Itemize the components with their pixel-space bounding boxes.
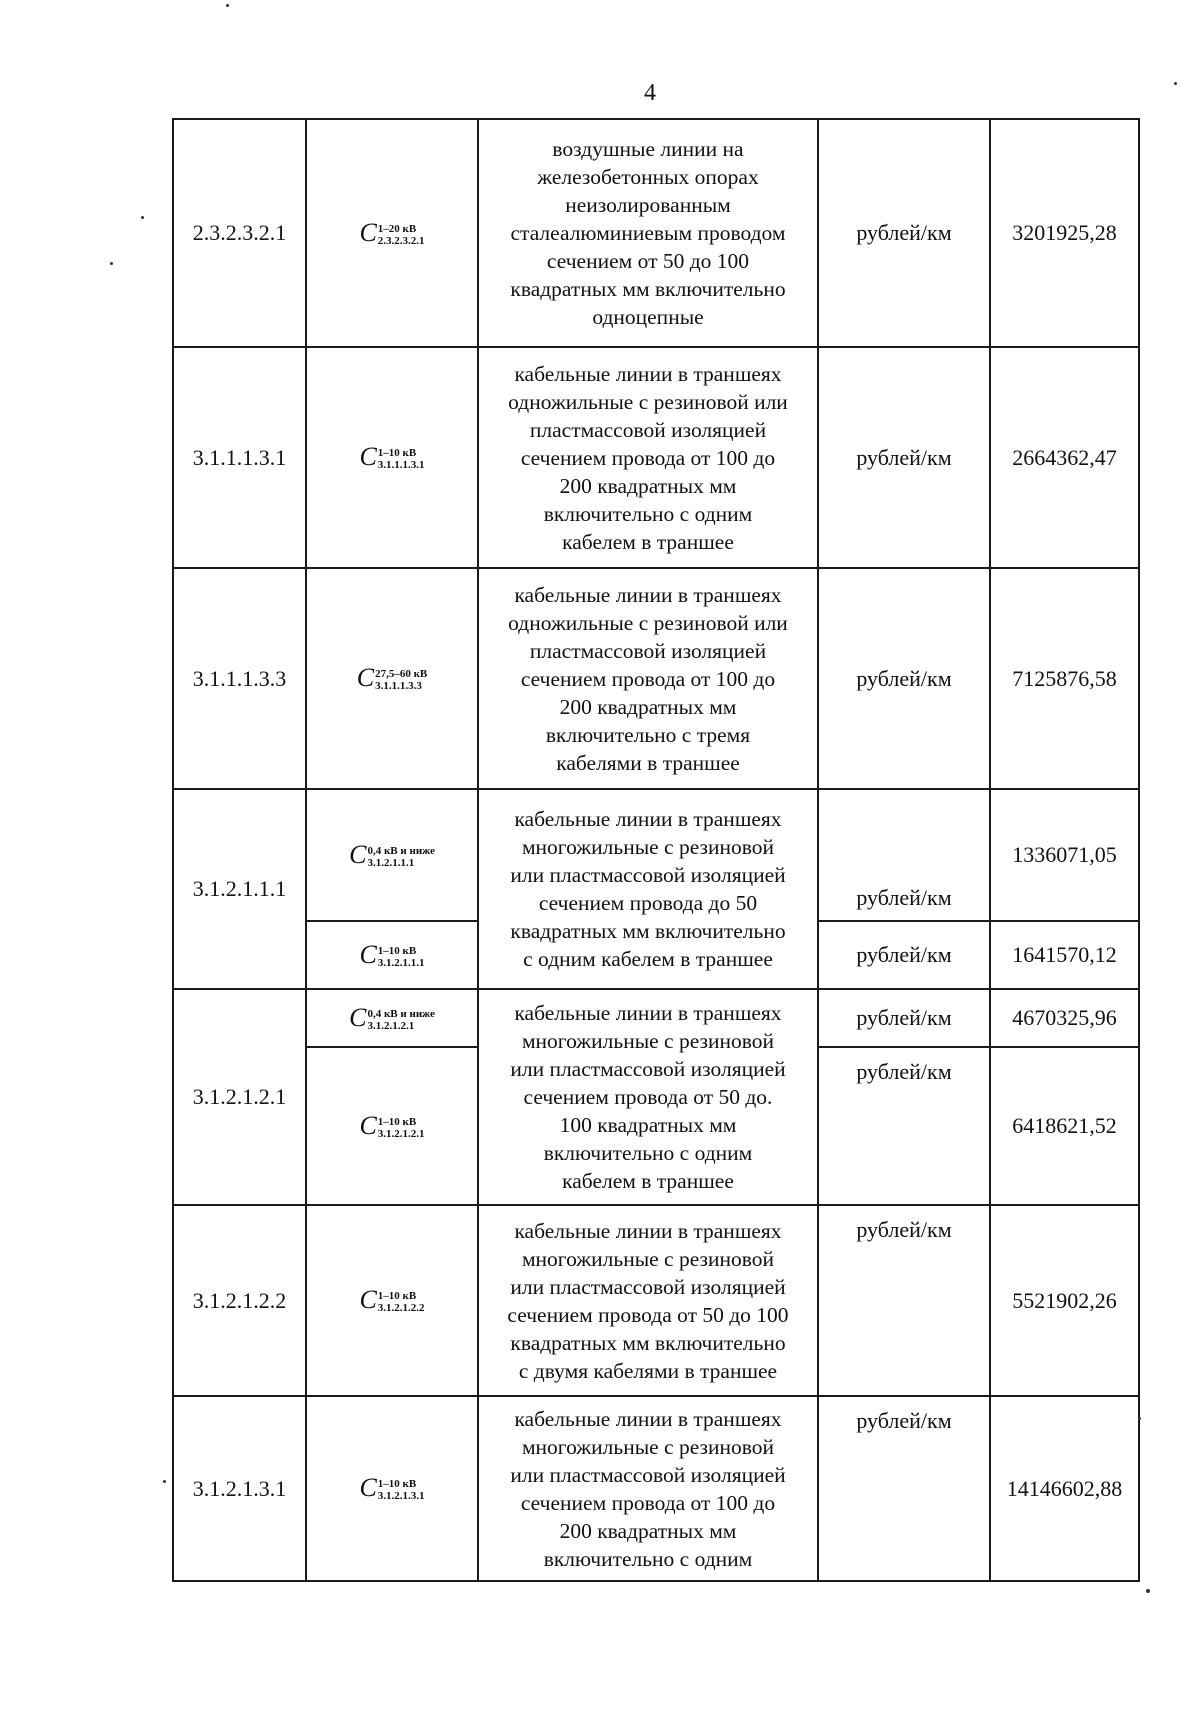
table-row bbox=[173, 1396, 1139, 1581]
row-value: 1336071,05 bbox=[990, 789, 1139, 921]
rate-symbol: C 1–10 кВ 3.1.2.1.2.2 bbox=[359, 1285, 425, 1315]
row-value: 14146602,88 bbox=[990, 1396, 1139, 1581]
scan-speck bbox=[141, 216, 144, 219]
scan-speck bbox=[163, 1480, 166, 1483]
rate-symbol: C 1–10 кВ 3.1.2.1.1.1 bbox=[359, 939, 425, 969]
row-value: 6418621,52 bbox=[990, 1047, 1139, 1205]
row-unit: рублей/км bbox=[818, 1205, 990, 1396]
rate-symbol: C 1–10 кВ 3.1.2.1.2.1 bbox=[359, 1110, 425, 1140]
row-description: кабельные линии в траншеях многожильные с резиновой или пластмассовой изоляцией сечением провода от 100 до 200 квадратных мм включительно с одним bbox=[478, 1396, 818, 1581]
row-unit: рублей/км bbox=[818, 1396, 990, 1581]
rate-symbol-cell bbox=[306, 119, 478, 347]
row-unit: рублей/км bbox=[818, 789, 990, 921]
row-unit: рублей/км bbox=[818, 989, 990, 1047]
table-row bbox=[173, 119, 1139, 347]
table-row bbox=[173, 1205, 1139, 1396]
row-code: 2.3.2.3.2.1 bbox=[173, 119, 306, 347]
rate-symbol: C 0,4 кВ и ниже 3.1.2.1.2.1 bbox=[349, 1002, 435, 1032]
rate-symbol: C 1–10 кВ 3.1.1.1.3.1 bbox=[359, 442, 425, 472]
row-unit: рублей/км bbox=[818, 568, 990, 789]
row-unit: рублей/км bbox=[818, 1047, 990, 1205]
row-description: кабельные линии в траншеях одножильные с резиновой или пластмассовой изоляцией сечением провода от 100 до 200 квадратных мм включительно с одним кабелем в траншее bbox=[478, 347, 818, 568]
table-row bbox=[173, 789, 1139, 921]
rate-symbol-cell bbox=[306, 1047, 478, 1205]
page-number: 4 bbox=[644, 80, 656, 106]
rate-symbol-cell bbox=[306, 1396, 478, 1581]
row-value: 2664362,47 bbox=[990, 347, 1139, 568]
scan-speck bbox=[1146, 1589, 1150, 1593]
rate-symbol-cell bbox=[306, 347, 478, 568]
rate-symbol: C 1–20 кВ 2.3.2.3.2.1 bbox=[359, 217, 425, 247]
rate-symbol: C 27,5–60 кВ 3.1.1.1.3.3 bbox=[356, 663, 428, 693]
rate-symbol: C 1–10 кВ 3.1.2.1.3.1 bbox=[359, 1473, 425, 1503]
scan-speck bbox=[1174, 82, 1177, 85]
table-row bbox=[173, 568, 1139, 789]
row-unit: рублей/км bbox=[818, 347, 990, 568]
row-description: воздушные линии на железобетонных опорах неизолированным сталеалюминиевым проводом сечением от 50 до 100 квадратных мм включительно одноцепные bbox=[478, 119, 818, 347]
row-code: 3.1.1.1.3.3 bbox=[173, 568, 306, 789]
row-description: кабельные линии в траншеях одножильные с резиновой или пластмассовой изоляцией сечением провода от 100 до 200 квадратных мм включительно с тремя кабелями в траншее bbox=[478, 568, 818, 789]
row-code: 3.1.2.1.3.1 bbox=[173, 1396, 306, 1581]
rate-symbol-cell bbox=[306, 1205, 478, 1396]
row-unit: рублей/км bbox=[818, 119, 990, 347]
table-row bbox=[173, 347, 1139, 568]
row-code: 3.1.2.1.2.1 bbox=[173, 989, 306, 1205]
rate-symbol-cell bbox=[306, 989, 478, 1047]
row-description: кабельные линии в траншеях многожильные с резиновой или пластмассовой изоляцией сечением провода от 50 до 100 квадратных мм включительно с двумя кабелями в траншее bbox=[478, 1205, 818, 1396]
scan-speck bbox=[1138, 1417, 1141, 1420]
row-code: 3.1.2.1.2.2 bbox=[173, 1205, 306, 1396]
row-value: 3201925,28 bbox=[990, 119, 1139, 347]
row-description: кабельные линии в траншеях многожильные с резиновой или пластмассовой изоляцией сечением провода до 50 квадратных мм включительно с одним кабелем в траншее bbox=[478, 789, 818, 989]
row-unit: рублей/км bbox=[818, 921, 990, 989]
rate-symbol: C 0,4 кВ и ниже 3.1.2.1.1.1 bbox=[349, 839, 435, 869]
rates-table bbox=[172, 118, 1140, 1582]
row-value: 4670325,96 bbox=[990, 989, 1139, 1047]
row-code: 3.1.1.1.3.1 bbox=[173, 347, 306, 568]
scan-speck bbox=[110, 262, 113, 265]
row-code: 3.1.2.1.1.1 bbox=[173, 789, 306, 989]
scan-speck bbox=[226, 4, 229, 7]
row-value: 1641570,12 bbox=[990, 921, 1139, 989]
rate-symbol-cell bbox=[306, 789, 478, 921]
table-row bbox=[173, 989, 1139, 1047]
row-description: кабельные линии в траншеях многожильные с резиновой или пластмассовой изоляцией сечением провода от 50 до. 100 квадратных мм включительно с одним кабелем в траншее bbox=[478, 989, 818, 1205]
rate-symbol-cell bbox=[306, 921, 478, 989]
row-value: 7125876,58 bbox=[990, 568, 1139, 789]
rate-symbol-cell bbox=[306, 568, 478, 789]
row-value: 5521902,26 bbox=[990, 1205, 1139, 1396]
